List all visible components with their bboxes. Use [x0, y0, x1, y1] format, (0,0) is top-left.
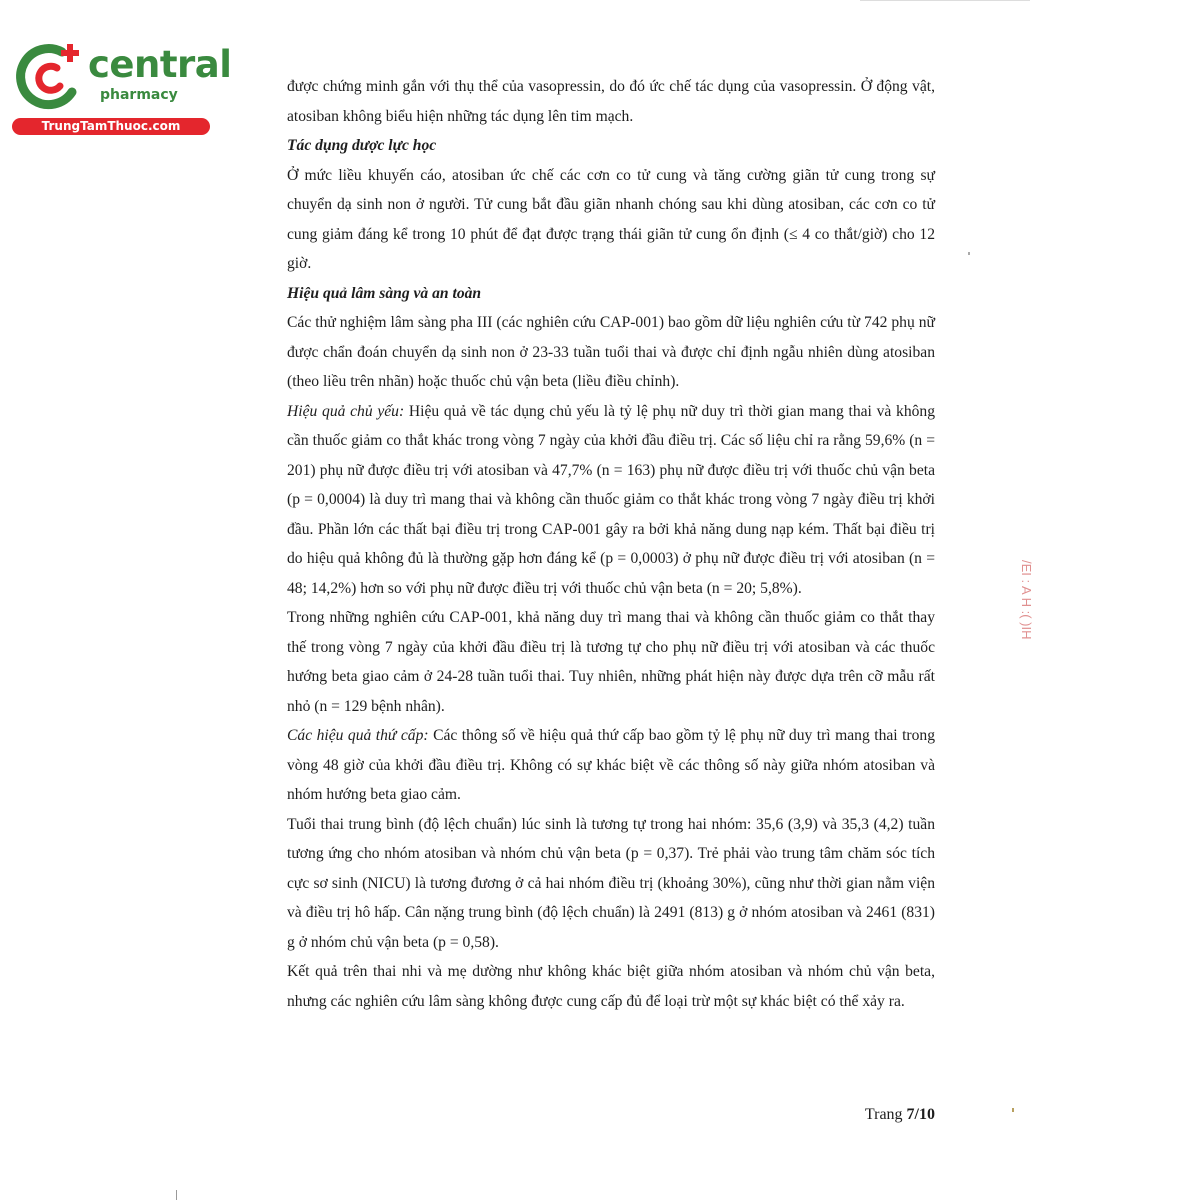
page-number	[865, 1106, 935, 1124]
lead-secondary-efficacy: Các hiệu quả thứ cấp:	[287, 727, 429, 744]
paragraph-7: Tuổi thai trung bình (độ lệch chuẩn) lúc sinh là tương tự trong hai nhóm: 35,6 (3,9) và 35,3 (4,2) tuần tương ứng cho nhóm atosiban và nhóm chủ vận beta (p = 0,37). Trẻ phải vào trung tâm chăm sóc tích cực sơ sinh (NICU) là tương đương ở cả hai nhóm điều trị (khoảng 30%), cũng như thời gian nằm viện và điều trị hô hấp. Cân nặng trung bình (độ lệch chuẩn) là 2491 (813) g ở nhóm atosiban và 2461 (831) g ở nhóm chủ vận beta (p = 0,58).	[287, 815, 935, 951]
scan-speck	[968, 252, 970, 255]
faint-side-stamp: /EI : A H :( )IH	[1019, 560, 1034, 640]
paragraph-4-text: Hiệu quả về tác dụng chủ yếu là tỷ lệ phụ nữ duy trì thời gian mang thai và không cần thuốc giảm co thắt khác trong vòng 7 ngày của khởi đầu điều trị. Các số liệu chỉ ra rằng 59,6% (n = 201) phụ nữ được điều trị với atosiban và 47,7% (n = 163) phụ nữ được điều trị với thuốc chủ vận beta (p = 0,0004) là duy trì mang thai và không cần thuốc giảm co thắt khác trong vòng 7 ngày điều trị khởi đầu. Phần lớn các thất bại điều trị trong CAP-001 gây ra bởi khả năng dung nạp kém. Thất bại điều trị do hiệu quả không đủ là thường gặp hơn đáng kể (p = 0,0003) ở phụ nữ được điều trị với atosiban (n = 48; 14,2%) hơn so với phụ nữ được điều trị với thuốc chủ vận beta (n = 20; 5,8%).	[287, 402, 936, 597]
logo-url: TrungTamThuoc.com	[12, 118, 210, 135]
scan-speck-2	[1012, 1108, 1014, 1112]
logo-brand: central	[88, 43, 232, 86]
paragraph-1: được chứng minh gắn với thụ thể của vasopressin, do đó ức chế tác dụng của vasopressin. Ở động vật, atosiban không biểu hiện những tác dụng lên tim mạch.	[287, 78, 935, 125]
paragraph-8: Kết quả trên thai nhi và mẹ dường như không khác biệt giữa nhóm atosiban và nhóm chủ vận beta, nhưng các nghiên cứu lâm sàng không được cung cấp đủ để loại trừ một sự khác biệt có thể xảy ra.	[287, 963, 935, 1010]
page-label: Trang	[864, 1106, 907, 1123]
lead-primary-efficacy: Hiệu quả chủ yếu:	[287, 402, 405, 420]
paragraph-5: Trong những nghiên cứu CAP-001, khả năng duy trì mang thai và không cần thuốc giảm co thắt thay thế trong vòng 7 ngày của khởi đầu điều trị là tương tự cho phụ nữ điều trị với atosiban và các thuốc hướng beta giao cảm ở 24-28 tuần tuổi thai. Tuy nhiên, những phát hiện này được dựa trên cỡ mẫu rất nhỏ (n = 129 bệnh nhân).	[287, 609, 935, 715]
scan-edge-bottom	[176, 1190, 177, 1200]
scan-edge-top	[860, 0, 1030, 1]
pharmacy-cross-icon	[10, 36, 90, 116]
paragraph-2: Ở mức liều khuyến cáo, atosiban ức chế các cơn co tử cung và tăng cường giãn tử cung trong sự chuyển dạ sinh non ở người. Tử cung bắt đầu giãn nhanh chóng sau khi dùng atosiban, các cơn co tử cung giảm đáng kể trong 10 phút để đạt được trạng thái giãn tử cung ổn định (≤ 4 co thắt/giờ) cho 12 giờ.	[287, 166, 935, 272]
central-pharmacy-logo	[10, 36, 232, 136]
paragraph-4	[287, 397, 935, 604]
paragraph-3: Các thử nghiệm lâm sàng pha III (các nghiên cứu CAP-001) bao gồm dữ liệu nghiên cứu từ 742 phụ nữ được chẩn đoán chuyển dạ sinh non ở 23-33 tuần tuổi thai và được chỉ định ngẫu nhiên dùng atosiban (theo liều trên nhãn) hoặc thuốc chủ vận beta (liều điều chỉnh).	[287, 314, 935, 390]
paragraph-6	[287, 721, 935, 810]
document-body	[287, 72, 935, 1016]
heading-clinical-efficacy: Hiệu quả lâm sàng và an toàn	[287, 284, 482, 302]
logo-sub: pharmacy	[100, 87, 178, 103]
page-number-value: 7/10	[906, 1106, 935, 1123]
paragraph-6-text: Các thông số về hiệu quả thứ cấp bao gồm tỷ lệ phụ nữ duy trì mang thai trong vòng 48 giờ của khởi đầu điều trị. Không có sự khác biệt về các thông số này giữa nhóm atosiban và nhóm hướng beta giao cảm.	[287, 727, 936, 803]
heading-pharmacodynamics: Tác dụng dược lực học	[287, 137, 437, 154]
